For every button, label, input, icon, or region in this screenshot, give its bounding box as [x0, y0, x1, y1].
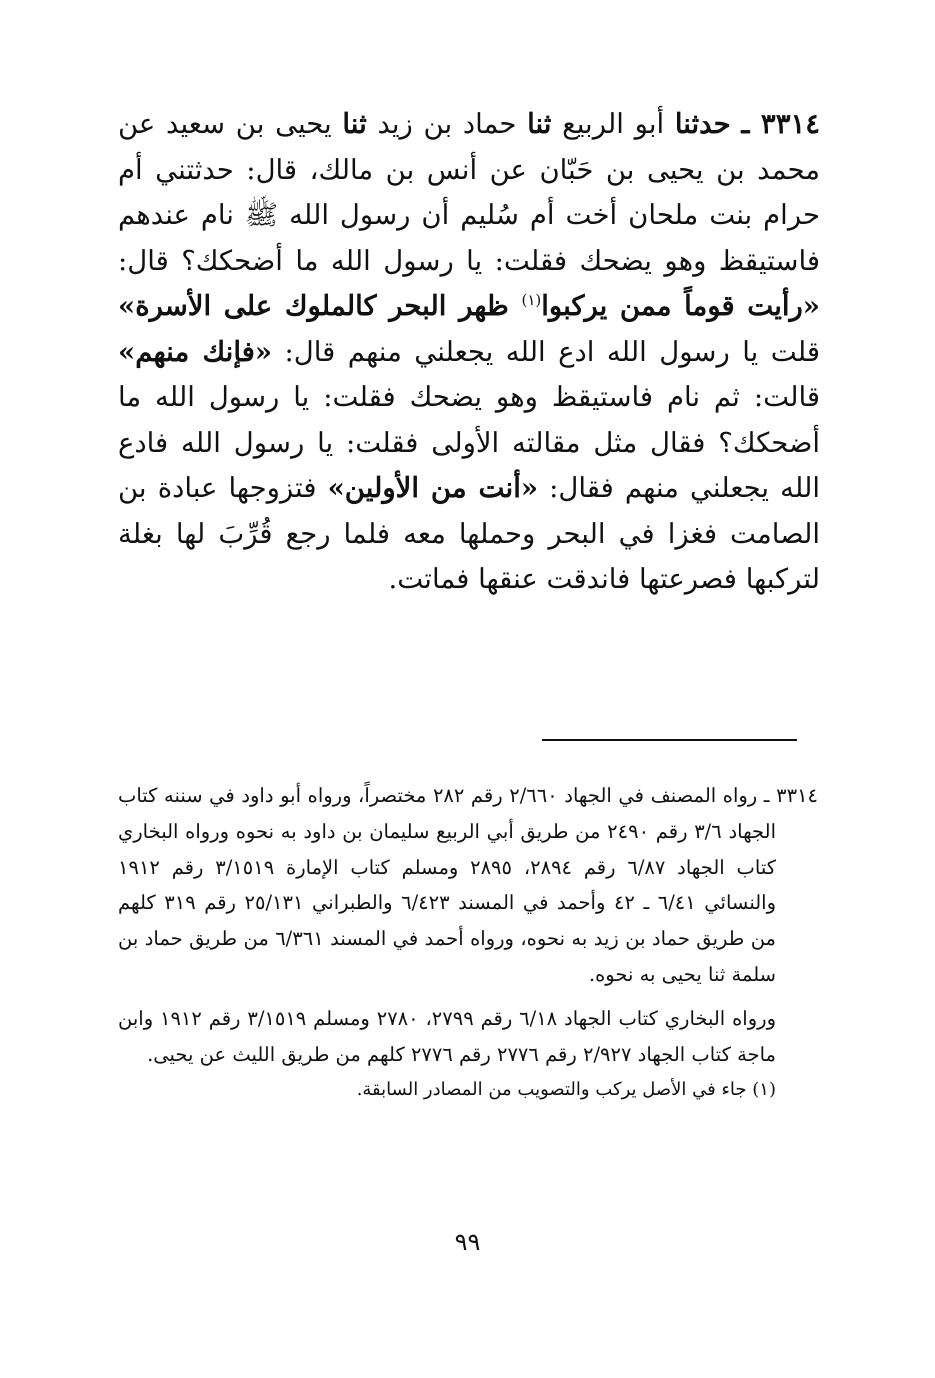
prophetic-quote: «رأيت قوماً ممن يركبوا: [541, 290, 820, 322]
hadith-number: ٣٣١٤ ـ: [741, 108, 821, 140]
narration-term: ثنا: [527, 108, 552, 140]
narration-term: حدثنا: [674, 108, 731, 140]
prophetic-quote: ظهر البحر كالملوك على الأسرة»: [118, 290, 522, 322]
matn-text: فتزوجها عبادة بن الصامت فغزا في البحر وحملها معه فلما رجع قُرِّبَ لها بغلة لتركبها فصرعتها فاندقت عنقها فماتت.: [118, 472, 820, 595]
isnad-text: أبو الربيع: [551, 108, 675, 140]
takhrij-paragraph: ورواه البخاري كتاب الجهاد ٦/١٨ رقم ٢٧٩٩، ٢٧٨٠ ومسلم ٣/١٥١٩ رقم ١٩١٢ وابن ماجة كتاب الجهاد ٢/٩٢٧ رقم ٢٧٧٦ رقم ٢٧٧٦ كلهم من طريق الليث عن يحيى.: [118, 1006, 776, 1066]
matn-text: يحيى بن سعيد عن محمد بن يحيى بن حَبّان عن أنس بن مالك، قال: حدثتني أم حرام بنت ملحان أخت أم سُليم أن رسول الله ﷺ نام عندهم فاستيقظ وهو يضحك فقلت: يا رسول الله ما أضحكك؟ قال:: [118, 108, 820, 277]
prophetic-quote: «فإنك منهم»: [118, 335, 273, 368]
footnote-note: (١) جاء في الأصل يركب والتصويب من المصادر السابقة.: [356, 1079, 776, 1101]
matn-text: قالت: ثم نام فاستيقظ وهو يضحك فقلت: يا رسول الله ما أضحكك؟ فقال مثل مقالته الأولى فقلت: يا رسول الله فادع الله يجعلني منهم فقال:: [118, 381, 820, 504]
hadith-text: [118, 102, 820, 603]
narration-term: ثنا: [342, 108, 367, 140]
isnad-text: حماد بن زيد: [366, 108, 528, 140]
takhrij-paragraph: ٣٣١٤ ـ رواه المصنف في الجهاد ٢/٦٦٠ رقم ٢٨٢ مختصراً، ورواه أبو داود في سننه كتاب الجهاد ٣/٦ رقم ٢٤٩٠ من طريق أبي الربيع سليمان بن داود به نحوه ورواه البخاري كتاب الجهاد ٦/٨٧ رقم ٢٨٩٤، ٢٨٩٥ ومسلم كتاب الإمارة ٣/١٥١٩ رقم ١٩١٢ والنسائي ٦/٤١ ـ ٤٢ وأحمد في المسند ٦/٤٢٣ والطبراني ٢٥/١٣١ رقم ٣١٩ كلهم من طريق حماد بن زيد به نحوه، ورواه أحمد في المسند ٦/٣٦١ من طريق حماد بن سلمة ثنا يحيى به نحوه.: [118, 784, 818, 986]
footnote-marker[interactable]: (١): [521, 290, 542, 309]
hadith-paragraph: [118, 102, 820, 603]
prophetic-quote: «أنت من الأولين»: [327, 472, 539, 504]
page-number: ٩٩: [454, 1228, 481, 1256]
footnotes-section: [118, 778, 818, 1104]
footnote-separator: [542, 739, 797, 741]
matn-text: قلت يا رسول الله ادع الله يجعلني منهم قال:: [272, 335, 820, 368]
